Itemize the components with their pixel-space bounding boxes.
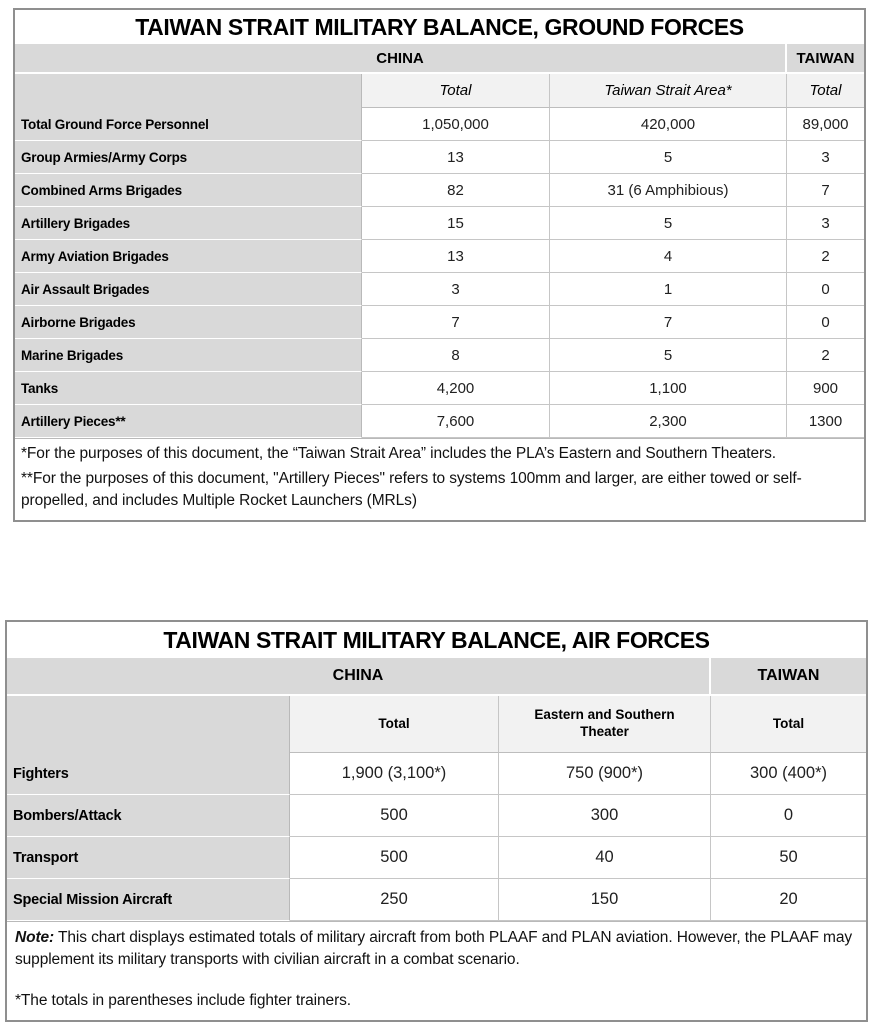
ground-table-footnotes xyxy=(15,438,864,520)
empty-corner-cell xyxy=(7,696,290,753)
cell-value: 13 xyxy=(362,240,550,273)
air-table-note xyxy=(7,921,866,1020)
taiwan-header: TAIWAN xyxy=(711,658,866,696)
row-label: Group Armies/Army Corps xyxy=(15,141,362,174)
table-row xyxy=(15,141,864,174)
table-row xyxy=(7,879,866,921)
air-table-title: TAIWAN STRAIT MILITARY BALANCE, AIR FORCES xyxy=(7,622,866,658)
table-row xyxy=(15,306,864,339)
cell-value: 300 xyxy=(499,795,711,837)
cell-value: 900 xyxy=(787,372,864,405)
taiwan-total-column-header: Total xyxy=(711,696,866,753)
cell-value: 420,000 xyxy=(550,108,787,141)
cell-value: 1,900 (3,100*) xyxy=(290,753,499,795)
cell-value: 5 xyxy=(550,141,787,174)
ground-country-header-row xyxy=(15,44,864,74)
row-label: Tanks xyxy=(15,372,362,405)
taiwan-header: TAIWAN xyxy=(787,44,864,74)
cell-value: 2 xyxy=(787,339,864,372)
cell-value: 150 xyxy=(499,879,711,921)
cell-value: 1300 xyxy=(787,405,864,438)
table-row xyxy=(7,837,866,879)
row-label: Combined Arms Brigades xyxy=(15,174,362,207)
cell-value: 500 xyxy=(290,837,499,879)
row-label: Artillery Pieces** xyxy=(15,405,362,438)
ground-forces-table xyxy=(13,8,866,522)
air-forces-table xyxy=(5,620,868,1022)
cell-value: 15 xyxy=(362,207,550,240)
footnote-artillery-pieces: **For the purposes of this document, "Artillery Pieces" refers to systems 100mm and larger, are either towed or self-propelled, and includes Multiple Rocket Launchers (MRLs) xyxy=(21,470,802,509)
china-total-column-header: Total xyxy=(362,74,550,108)
cell-value: 250 xyxy=(290,879,499,921)
theater-column-header xyxy=(499,696,711,753)
theater-column-header-text: Eastern and Southern Theater xyxy=(534,707,675,739)
cell-value: 50 xyxy=(711,837,866,879)
ground-table-title: TAIWAN STRAIT MILITARY BALANCE, GROUND FORCES xyxy=(15,10,864,44)
empty-corner-cell xyxy=(15,74,362,108)
cell-value: 300 (400*) xyxy=(711,753,866,795)
row-label: Air Assault Brigades xyxy=(15,273,362,306)
cell-value: 7 xyxy=(550,306,787,339)
table-row xyxy=(15,207,864,240)
cell-value: 0 xyxy=(787,306,864,339)
table-row xyxy=(15,174,864,207)
note-text: This chart displays estimated totals of military aircraft from both PLAAF and PLAN aviation. However, the PLAAF may supplement its military transports with civilian aircraft in a combat scenario. xyxy=(15,929,853,968)
cell-value: 500 xyxy=(290,795,499,837)
cell-value: 4 xyxy=(550,240,787,273)
row-label: Bombers/Attack xyxy=(7,795,290,837)
cell-value: 0 xyxy=(787,273,864,306)
strait-area-column-header: Taiwan Strait Area* xyxy=(550,74,787,108)
cell-value: 0 xyxy=(711,795,866,837)
table-row xyxy=(15,339,864,372)
china-header: CHINA xyxy=(7,658,711,696)
cell-value: 7 xyxy=(787,174,864,207)
table-row xyxy=(7,795,866,837)
air-country-header-row xyxy=(7,658,866,696)
cell-value: 2,300 xyxy=(550,405,787,438)
row-label: Total Ground Force Personnel xyxy=(15,108,362,141)
row-label: Fighters xyxy=(7,753,290,795)
cell-value: 7,600 xyxy=(362,405,550,438)
china-header: CHINA xyxy=(15,44,787,74)
cell-value: 13 xyxy=(362,141,550,174)
footnote-strait-area: *For the purposes of this document, the “Taiwan Strait Area” includes the PLA’s Eastern and Southern Theaters. xyxy=(21,445,776,462)
china-total-column-header: Total xyxy=(290,696,499,753)
row-label: Airborne Brigades xyxy=(15,306,362,339)
row-label: Army Aviation Brigades xyxy=(15,240,362,273)
table-row xyxy=(7,753,866,795)
table-row xyxy=(15,240,864,273)
table-row xyxy=(15,372,864,405)
cell-value: 1,100 xyxy=(550,372,787,405)
table-row xyxy=(15,405,864,438)
table-row xyxy=(15,273,864,306)
cell-value: 8 xyxy=(362,339,550,372)
taiwan-total-column-header: Total xyxy=(787,74,864,108)
note-paragraph xyxy=(15,927,856,970)
cell-value: 5 xyxy=(550,339,787,372)
note-label: Note: xyxy=(15,929,55,946)
cell-value: 82 xyxy=(362,174,550,207)
cell-value: 1,050,000 xyxy=(362,108,550,141)
table-row xyxy=(15,108,864,141)
trainer-footnote: *The totals in parentheses include fighter trainers. xyxy=(15,992,351,1010)
cell-value: 20 xyxy=(711,879,866,921)
cell-value: 31 (6 Amphibious) xyxy=(550,174,787,207)
cell-value: 4,200 xyxy=(362,372,550,405)
cell-value: 89,000 xyxy=(787,108,864,141)
cell-value: 7 xyxy=(362,306,550,339)
cell-value: 750 (900*) xyxy=(499,753,711,795)
cell-value: 1 xyxy=(550,273,787,306)
cell-value: 5 xyxy=(550,207,787,240)
row-label: Transport xyxy=(7,837,290,879)
cell-value: 3 xyxy=(787,207,864,240)
cell-value: 3 xyxy=(362,273,550,306)
row-label: Marine Brigades xyxy=(15,339,362,372)
air-column-header-row xyxy=(7,696,866,753)
cell-value: 40 xyxy=(499,837,711,879)
row-label: Special Mission Aircraft xyxy=(7,879,290,921)
ground-column-header-row xyxy=(15,74,864,108)
cell-value: 2 xyxy=(787,240,864,273)
cell-value: 3 xyxy=(787,141,864,174)
row-label: Artillery Brigades xyxy=(15,207,362,240)
